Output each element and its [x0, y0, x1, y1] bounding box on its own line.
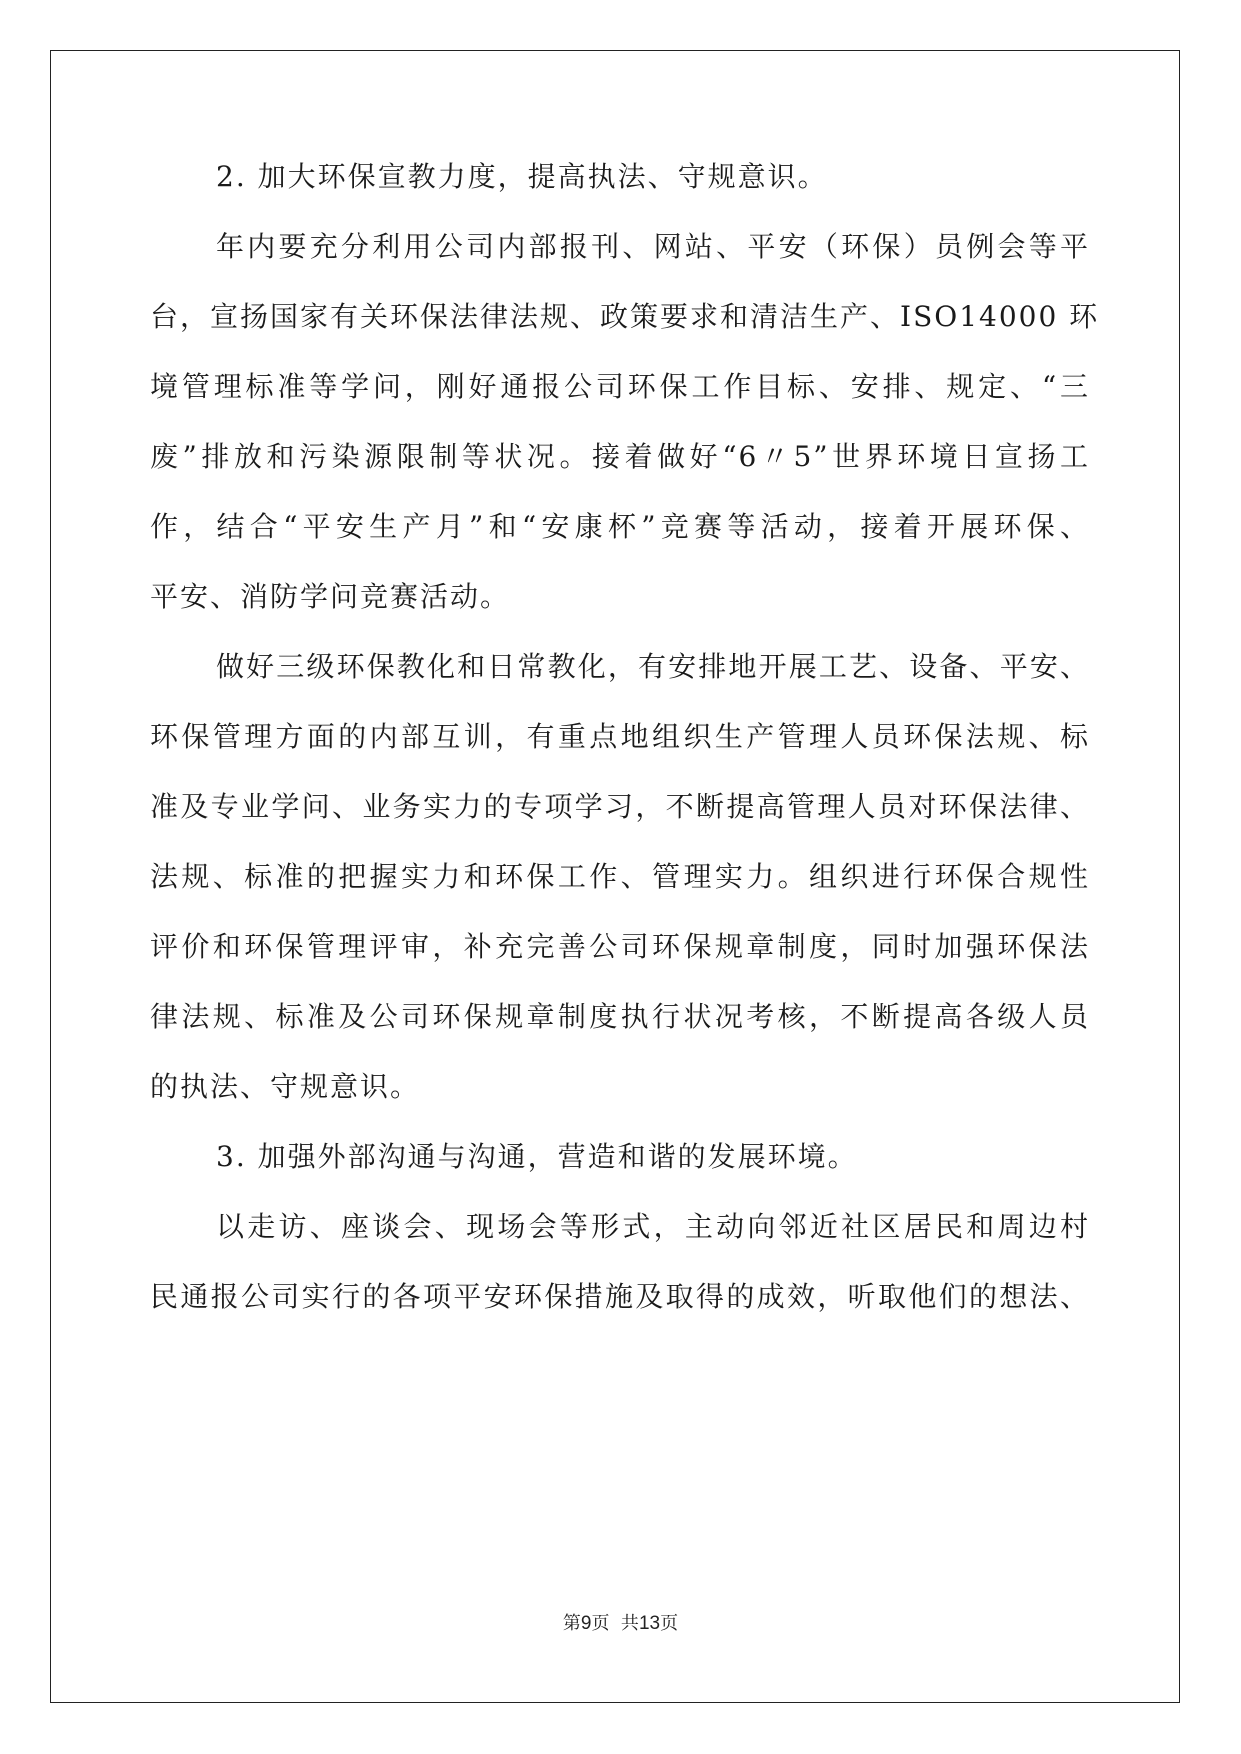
- paragraph-line: 年内要充分利用公司内部报刊、网站、平安（环保）员例会等平: [216, 230, 1090, 263]
- footer-mid: 页 共: [591, 1613, 639, 1634]
- paragraph-line: 民通报公司实行的各项平安环保措施及取得的成效，听取他们的想法、: [150, 1280, 1090, 1313]
- paragraph-line: 作，结合“平安生产月”和“安康杯”竞赛等活动，接着开展环保、: [150, 510, 1090, 543]
- paragraph-line: 台，宣扬国家有关环保法律法规、政策要求和清洁生产、ISO14000 环: [150, 300, 1100, 333]
- paragraph-line: 平安、消防学问竞赛活动。: [150, 580, 511, 613]
- paragraph-line: 评价和环保管理评审，补充完善公司环保规章制度，同时加强环保法: [150, 930, 1090, 963]
- paragraph-line: 律法规、标准及公司环保规章制度执行状况考核，不断提高各级人员: [150, 1000, 1090, 1033]
- paragraph-line: 环保管理方面的内部互训，有重点地组织生产管理人员环保法规、标: [150, 720, 1090, 753]
- paragraph-line: 法规、标准的把握实力和环保工作、管理实力。组织进行环保合规性: [150, 860, 1090, 893]
- section-heading-3: 3. 加强外部沟通与沟通，营造和谐的发展环境。: [216, 1140, 858, 1173]
- page-footer: [0, 1609, 1241, 1635]
- document-body: [150, 160, 1100, 1350]
- footer-prefix: 第: [562, 1613, 581, 1634]
- footer-suffix: 页: [660, 1613, 679, 1634]
- paragraph-line: 以走访、座谈会、现场会等形式，主动向邻近社区居民和周边村: [216, 1210, 1090, 1243]
- paragraph-line: 准及专业学问、业务实力的专项学习，不断提高管理人员对环保法律、: [150, 790, 1090, 823]
- paragraph-line: 做好三级环保教化和日常教化，有安排地开展工艺、设备、平安、: [216, 650, 1090, 683]
- paragraph-line: 境管理标准等学问，刚好通报公司环保工作目标、安排、规定、“三: [150, 370, 1090, 403]
- paragraph-line: 的执法、守规意识。: [150, 1070, 421, 1103]
- paragraph-line: 废”排放和污染源限制等状况。接着做好“6〃5”世界环境日宣扬工: [150, 440, 1090, 473]
- section-heading-2: 2. 加大环保宣教力度，提高执法、守规意识。: [216, 160, 828, 193]
- current-page-number: 9: [580, 1613, 592, 1634]
- total-page-number: 13: [638, 1613, 661, 1634]
